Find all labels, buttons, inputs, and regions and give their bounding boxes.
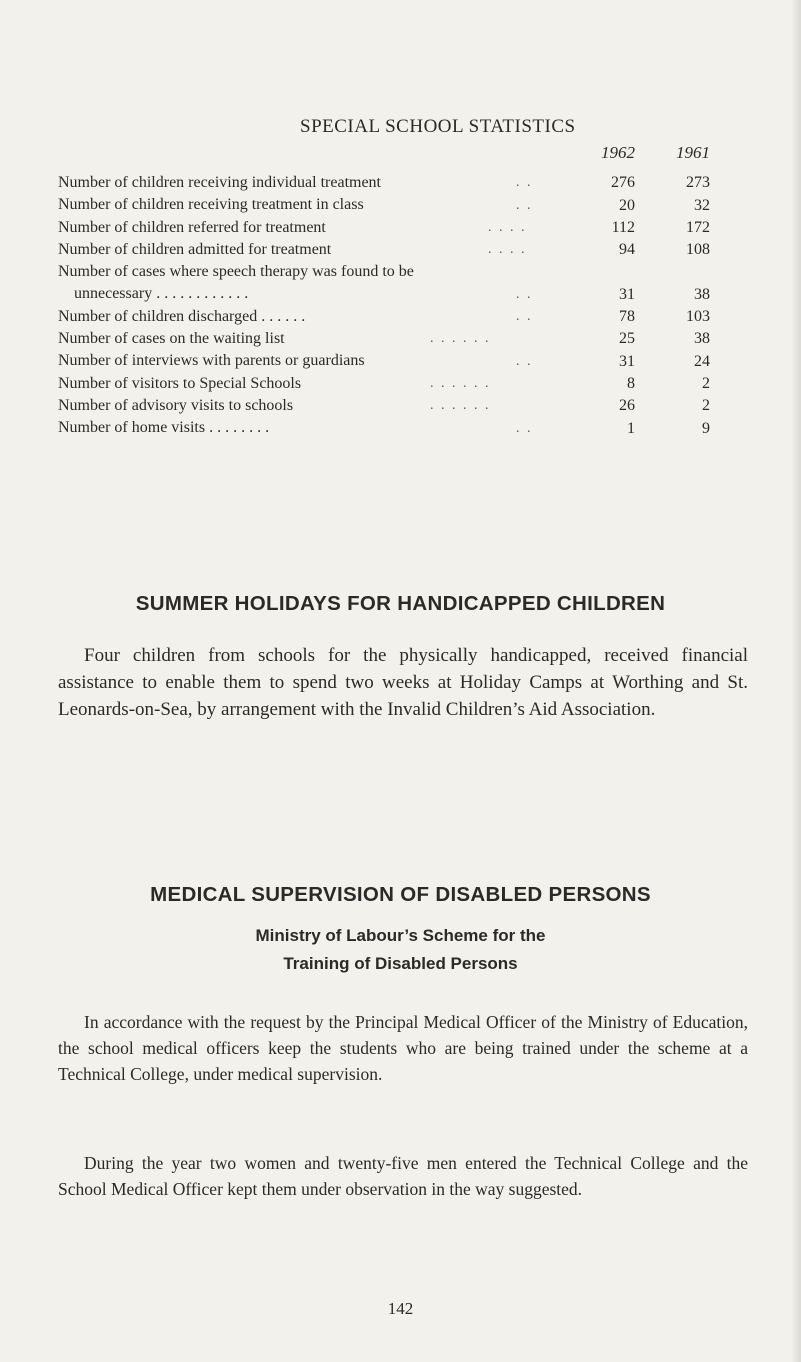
year-1961-header: 1961 (676, 143, 710, 162)
table-row (58, 417, 748, 439)
value-1961: 172 (686, 218, 710, 236)
row-label: Number of children referred for treatment (58, 218, 326, 236)
page-edge (793, 0, 801, 1362)
leader-dots: . . (516, 175, 533, 191)
value-1962: 1 (627, 419, 635, 437)
stats-table (58, 172, 748, 440)
medical-subheading-line2: Training of Disabled Persons (283, 954, 518, 973)
row-label: Number of children admitted for treatment (58, 240, 332, 258)
value-1961: 32 (694, 196, 710, 214)
summer-heading: SUMMER HOLIDAYS FOR HANDICAPPED CHILDREN (135, 592, 666, 615)
table-row (58, 306, 748, 328)
value-1962: 8 (627, 374, 635, 392)
row-label-line2: unnecessary . . . . . . . . . . . . (74, 285, 249, 303)
leader-dots: . . (516, 286, 533, 302)
row-label: Number of children receiving treatment in class (58, 196, 364, 214)
leader-dots: . . (516, 353, 533, 369)
medical-paragraph-2: During the year two women and twenty-five men entered the Technical College and the School Medical Officer kept them under observation in the way suggested. (58, 1153, 748, 1199)
value-1961: 108 (686, 241, 710, 259)
value-1962: 20 (619, 196, 635, 214)
year-1962-header: 1962 (601, 143, 635, 162)
leader-dots: . . . . . . (430, 398, 491, 414)
leader-dots: . . (516, 197, 533, 213)
value-1961: 38 (694, 285, 710, 303)
table-row (58, 194, 748, 216)
value-1961: 2 (702, 374, 710, 392)
page-number: 142 (387, 1299, 414, 1318)
summer-body: Four children from schools for the physically handicapped, received financial assistance to enable them to spend two weeks at Holiday Camps at Worthing and St. Leonards-on-Sea, by arrangement with the Invalid Children’s Aid Association. (58, 645, 748, 720)
leader-dots: . . (516, 420, 533, 436)
stats-title: SPECIAL SCHOOL STATISTICS (300, 116, 576, 137)
row-label: Number of visitors to Special Schools (58, 374, 302, 392)
leader-dots: . . (516, 309, 533, 325)
value-1962: 31 (619, 285, 635, 303)
medical-subheading-line1: Ministry of Labour’s Scheme for the (255, 926, 546, 945)
row-label: Number of interviews with parents or guardians (58, 352, 365, 370)
leader-dots: . . . . (488, 242, 527, 258)
table-row (58, 172, 748, 194)
value-1962: 26 (619, 397, 635, 415)
row-label: Number of home visits . . . . . . . . (58, 419, 270, 437)
value-1961: 103 (686, 308, 710, 326)
value-1961: 2 (702, 397, 710, 415)
value-1961: 9 (702, 419, 710, 437)
table-row (58, 239, 748, 261)
leader-dots: . . . . (488, 219, 527, 235)
row-label: Number of cases on the waiting list (58, 330, 285, 348)
value-1961: 38 (694, 330, 710, 348)
value-1961: 24 (694, 352, 710, 370)
row-label: Number of children discharged . . . . . . (58, 307, 306, 325)
table-row (58, 373, 748, 395)
value-1962: 78 (619, 308, 635, 326)
table-row (58, 261, 748, 306)
row-label (58, 261, 558, 305)
value-1962: 94 (619, 241, 635, 259)
table-row (58, 328, 748, 350)
row-label: Number of advisory visits to schools (58, 396, 294, 414)
value-1962: 31 (619, 352, 635, 370)
medical-paragraph-1: In accordance with the request by the Principal Medical Officer of the Ministry of Education, the school medical officers keep the students who are being trained under the scheme at a Technical College, under medical supervision. (58, 1012, 748, 1084)
value-1962: 25 (619, 330, 635, 348)
row-label: Number of children receiving individual treatment (58, 174, 381, 191)
value-1961: 273 (686, 174, 710, 192)
leader-dots: . . . . . . (430, 375, 491, 391)
leader-dots: . . . . . . (430, 331, 491, 347)
table-row (58, 350, 748, 372)
table-row (58, 217, 748, 239)
medical-heading: MEDICAL SUPERVISION OF DISABLED PERSONS (150, 883, 651, 906)
value-1962: 276 (611, 174, 635, 192)
row-label-line1: Number of cases where speech therapy was found to be (58, 263, 414, 281)
table-row (58, 395, 748, 417)
value-1962: 112 (611, 218, 635, 236)
